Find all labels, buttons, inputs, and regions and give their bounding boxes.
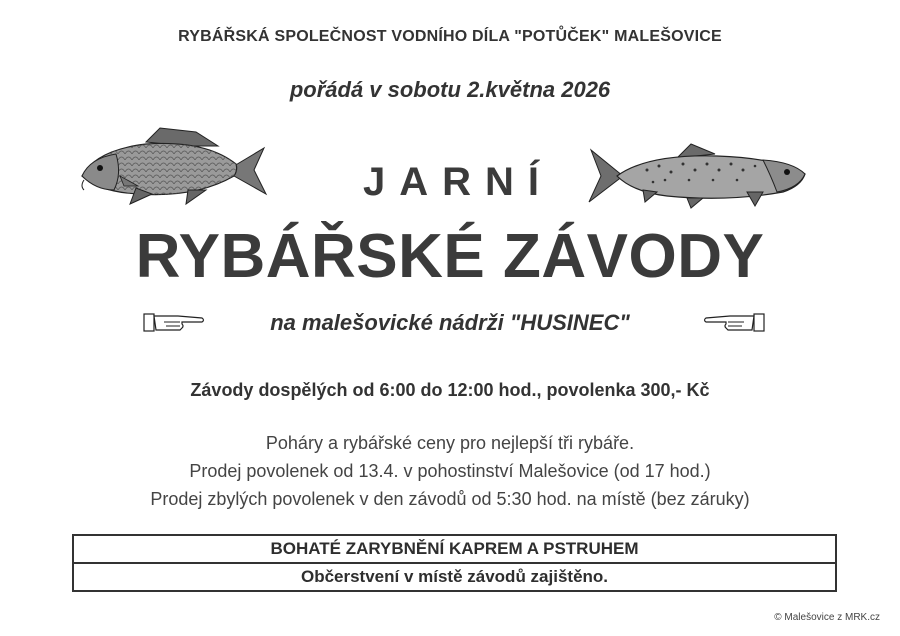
title-rybarske-zavody: RYBÁŘSKÉ ZÁVODY: [135, 222, 765, 291]
credit-text: © Malešovice z MRK.cz: [774, 612, 880, 623]
info-line-remaining-permits: Prodej zbylých povolenek v den závodů od 5:30 hod. na místě (bez záruky): [150, 489, 750, 509]
date-subtitle: pořádá v sobotu 2.května 2026: [289, 77, 611, 102]
location-line: na malešovické nádrži "HUSINEC": [270, 310, 630, 335]
organizer-heading: RYBÁŘSKÁ SPOLEČNOST VODNÍHO DÍLA "POTŮČEK" MALEŠOVICE: [178, 28, 722, 45]
title-jarni: JARNÍ: [362, 160, 554, 204]
info-line-prizes: Poháry a rybářské ceny pro nejlepší tři rybáře.: [265, 433, 635, 453]
stocking-notice-box: BOHATÉ ZARYBNĚNÍ KAPREM A PSTRUHEM: [72, 534, 837, 564]
info-line-permit-sale: Prodej povolenek od 13.4. v pohostinství Malešovice (od 17 hod.): [189, 461, 711, 481]
refreshments-notice-box: Občerstvení v místě závodů zajištěno.: [72, 562, 837, 592]
adults-schedule: Závody dospělých od 6:00 do 12:00 hod., povolenka 300,- Kč: [190, 380, 710, 400]
